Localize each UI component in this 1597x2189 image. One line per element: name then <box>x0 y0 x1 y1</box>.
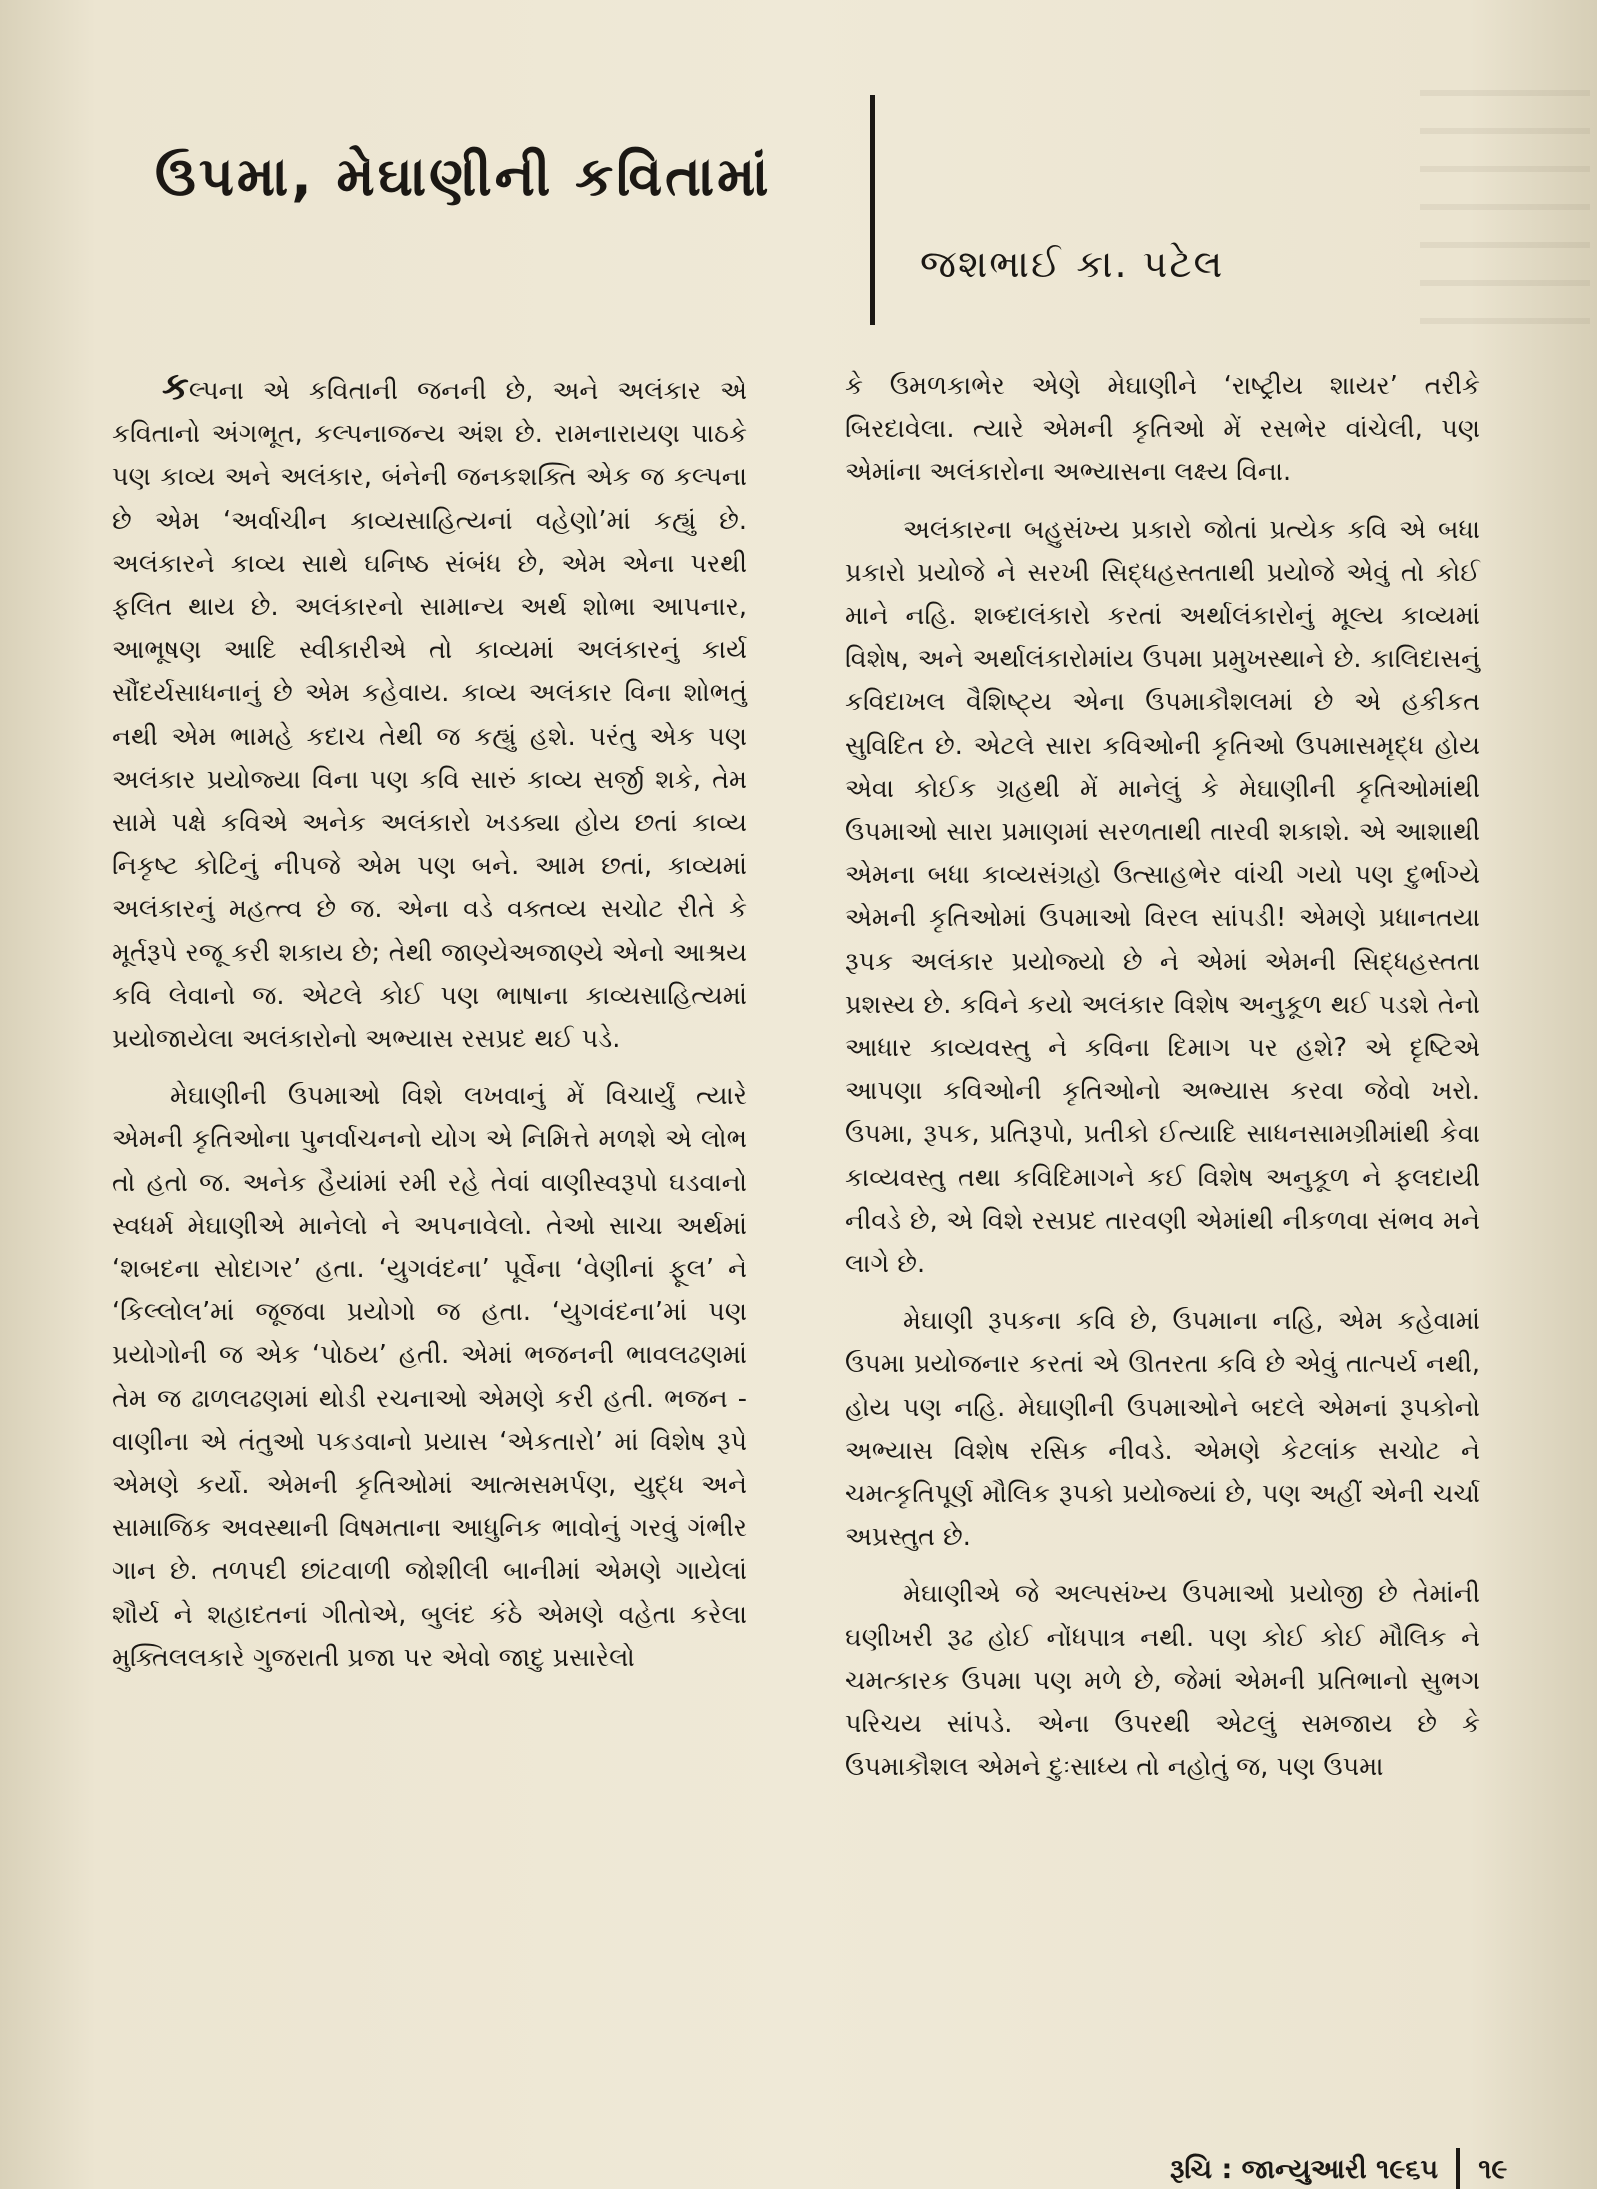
paragraph: અલંકારના બહુસંખ્ય પ્રકારો જોતાં પ્રત્યેક કવિ એ બધા પ્રકારો પ્રયોજે ને સરખી સિદ્ધહસ્તતાથી પ્રયોજે એવું તો કોઈ માને નહિ. શબ્દાલંકારો કરતાં અર્થાલંકારોનું મૂલ્ય કાવ્યમાં વિશેષ, અને અર્થાલંકારોમાંય ઉપમા પ્રમુખસ્થાને છે. કાલિદાસનું કવિદાખલ વૈશિષ્ટ્ય એના ઉપમાકૌશલમાં છે એ હકીકત સુવિદિત છે. એટલે સારા કવિઓની કૃતિઓ ઉપમાસમૃદ્ધ હોય એવા કોઈક ગ્રહથી મેં માનેલું કે મેઘાણીની કૃતિઓમાંથી ઉપમાઓ સારા પ્રમાણમાં સરળતાથી તારવી શકાશે. એ આશાથી એમના બધા કાવ્યસંગ્રહો ઉત્સાહભેર વાંચી ગયો પણ દુર્ભાગ્યે એમની કૃતિઓમાં ઉપમાઓ વિરલ સાંપડી! એમણે પ્રધાનતયા રૂપક અલંકાર પ્રયોજ્યો છે ને એમાં એમની સિદ્ધહસ્તતા પ્રશસ્ય છે. કવિને કયો અલંકાર વિશેષ અનુકૂળ થઈ પડશે તેનો આધાર કાવ્યવસ્તુ ને કવિના દિમાગ પર હશે? એ દૃષ્ટિએ આપણા કવિઓની કૃતિઓનો અભ્યાસ કરવા જેવો ખરો. ઉપમા, રૂપક, પ્રતિરૂપો, પ્રતીકો ઈત્યાદિ સાધનસામગ્રીમાંથી કેવા કાવ્યવસ્તુ તથા કવિદિમાગને કઈ વિશેષ અનુકૂળ ને ફલદાયી નીવડે છે, એ વિશે રસપ્રદ તારવણી એમાંથી નીકળવા સંભવ મને લાગે છે. <box>845 514 1480 1280</box>
page-number: ૧૯ <box>1478 2154 1508 2185</box>
right-column <box>845 365 1480 1790</box>
title-divider <box>870 95 875 325</box>
drop-cap: ક <box>162 364 189 408</box>
page-footer <box>1170 2148 1570 2189</box>
article-title: ઉપમા, મેઘાણીની કવિતામાં <box>155 145 772 208</box>
paragraph: મેઘાણી રૂપકના કવિ છે, ઉપમાના નહિ, એમ કહેવામાં ઉપમા પ્રયોજનાર કરતાં એ ઊતરતા કવિ છે એવું તાત્પર્ય નથી, હોય પણ નહિ. મેઘાણીની ઉપમાઓને બદલે એમનાં રૂપકોનો અભ્યાસ વિશેષ રસિક નીવડે. એમણે કેટલાંક સચોટ ને ચમત્કૃતિપૂર્ણ મૌલિક રૂપકો પ્રયોજ્યાં છે, પણ અહીં એની ચર્ચા અપ્રસ્તુત છે. <box>845 1306 1480 1553</box>
paragraph: મેઘાણીએ જે અલ્પસંખ્ય ઉપમાઓ પ્રયોજી છે તેમાંની ઘણીખરી રૂઢ હોઈ નોંધપાત્ર નથી. પણ કોઈ કોઈ મૌલિક ને ચમત્કારક ઉપમા પણ મળે છે, જેમાં એમની પ્રતિભાનો સુભગ પરિચય સાંપડે. એના ઉપરથી એટલું સમજાય છે કે ઉપમાકૌશલ એમને દુઃસાધ્ય તો નહોતું જ, પણ ઉપમા <box>845 1579 1480 1783</box>
paragraph-text: લ્પના એ કવિતાની જનની છે, અને અલંકાર એ કવિતાનો અંગભૂત, કલ્પનાજન્ય અંશ છે. રામનારાયણ પાઠકે પણ કાવ્ય અને અલંકાર, બંનેની જનકશક્તિ એક જ કલ્પના છે એમ ‘અર્વાચીન કાવ્યસાહિત્યનાં વહેણો’માં કહ્યું છે. અલંકારને કાવ્ય સાથે ઘનિષ્ઠ સંબંધ છે, એમ એના પરથી ફલિત થાય છે. અલંકારનો સામાન્ય અર્થ શોભા આપનાર, આભૂષણ આદિ સ્વીકારીએ તો કાવ્યમાં અલંકારનું કાર્ય સૌંદર્યસાધનાનું છે એમ કહેવાય. કાવ્ય અલંકાર વિના શોભતું નથી એમ ભામહે કદાચ તેથી જ કહ્યું હશે. પરંતુ એક પણ અલંકાર પ્રયોજ્યા વિના પણ કવિ સારું કાવ્ય સર્જી શકે, તેમ સામે પક્ષે કવિએ અનેક અલંકારો ખડક્યા હોય છતાં કાવ્ય નિકૃષ્ટ કોટિનું નીપજે એમ પણ બને. આમ છતાં, કાવ્યમાં અલંકારનું મહત્ત્વ છે જ. એના વડે વક્તવ્ય સચોટ રીતે કે મૂર્તરૂપે રજૂ કરી શકાય છે; તેથી જાણ્યેઅજાણ્યે એનો આશ્રય કવિ લેવાનો જ. એટલે કોઈ પણ ભાષાના કાવ્યસાહિત્યમાં પ્રયોજાયેલા અલંકારોનો અભ્યાસ રસપ્રદ થઈ પડે. <box>112 376 747 1055</box>
footer-divider <box>1456 2148 1460 2189</box>
left-column <box>112 365 747 1680</box>
show-through-text <box>1420 90 1590 350</box>
paragraph: મેઘાણીની ઉપમાઓ વિશે લખવાનું મેં વિચાર્યું ત્યારે એમની કૃતિઓના પુનર્વાચનનો યોગ એ નિમિત્તે મળશે એ લોભ તો હતો જ. અનેક હૈયાંમાં રમી રહે તેવાં વાણીસ્વરૂપો ઘડવાનો સ્વધર્મ મેઘાણીએ માનેલો ને અપનાવેલો. તેઓ સાચા અર્થમાં ‘શબદના સોદાગર’ હતા. ‘યુગવંદના’ પૂર્વેના ‘વેણીનાં ફૂલ’ ને ‘કિલ્લોલ’માં જૂજવા પ્રયોગો જ હતા. ‘યુગવંદના’માં પણ પ્રયોગોની જ એક ‘પોઠય’ હતી. એમાં ભજનની ભાવલઢણમાં તેમ જ ઢાળલઢણમાં થોડી રચનાઓ એમણે કરી હતી. ભજન - વાણીના એ તંતુઓ પકડવાનો પ્રયાસ ‘એકતારો’ માં વિશેષ રૂપે એમણે કર્યો. એમની કૃતિઓમાં આત્મસમર્પણ, યુદ્ધ અને સામાજિક અવસ્થાની વિષમતાના આધુનિક ભાવોનું ગરવું ગંભીર ગાન છે. તળપદી છાંટવાળી જોશીલી બાનીમાં એમણે ગાયેલાં શૌર્ય ને શહાદતનાં ગીતોએ, બુલંદ કંઠે એમણે વહેતા કરેલા મુક્તિલલકારે ગુજરાતી પ્રજા પર એવો જાદુ પ્રસારેલો <box>112 1081 747 1673</box>
paragraph: કે ઉમળકાભેર એણે મેઘાણીને ‘રાષ્ટ્રીય શાયર’ તરીકે બિરદાવેલા. ત્યારે એમની કૃતિઓ મેં રસભેર વાંચેલી, પણ એમાંના અલંકારોના અભ્યાસના લક્ષ્ય વિના. <box>845 371 1480 488</box>
issue-label: રૂચિ : જાન્યુઆરી ૧૯૬૫ <box>1170 2154 1439 2185</box>
article-author: જશભાઈ કા. પટેલ <box>920 242 1225 286</box>
paragraph <box>112 365 747 1061</box>
